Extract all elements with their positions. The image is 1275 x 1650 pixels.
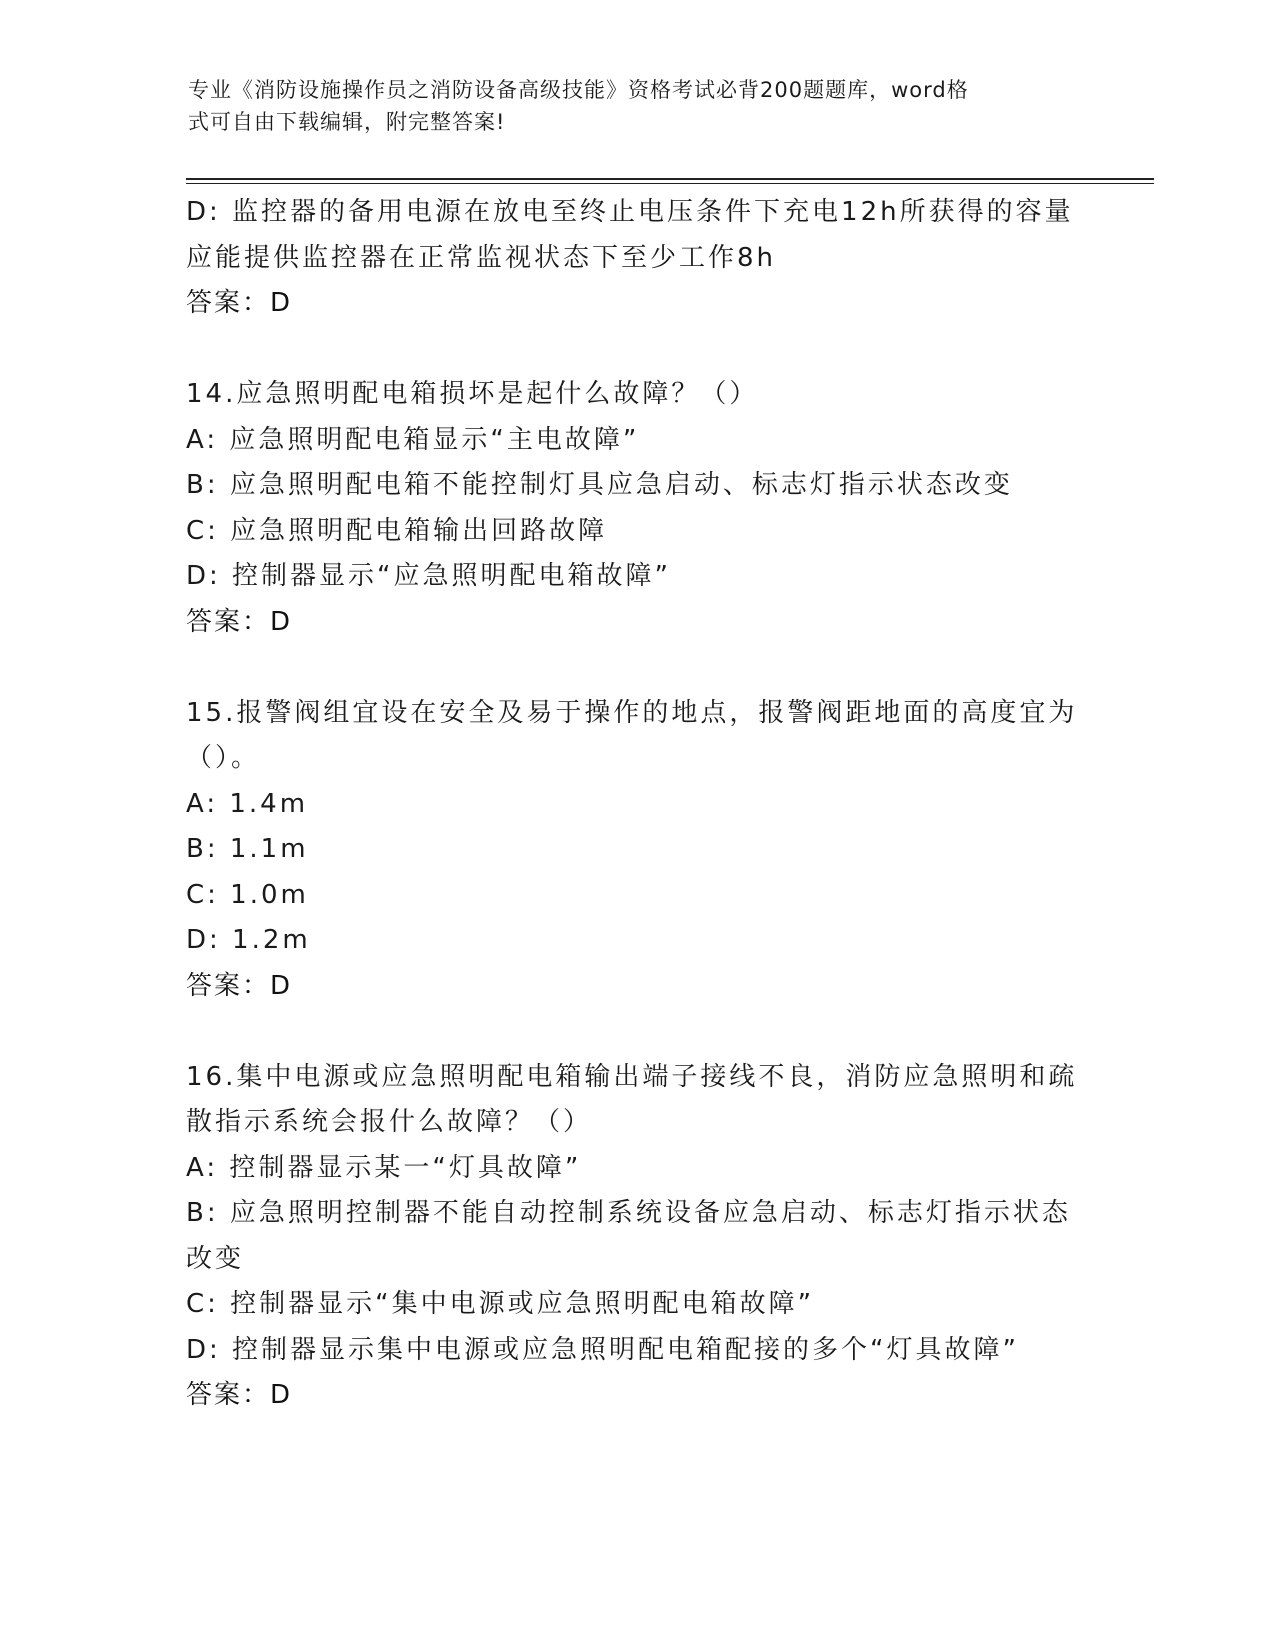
question-stem: 16.集中电源或应急照明配电箱输出端子接线不良，消防应急照明和疏 (186, 1061, 1078, 1092)
option-d: D: 控制器显示“应急照明配电箱故障” (186, 561, 671, 591)
header-line-2: 式可自由下载编辑，附完整答案! (188, 110, 506, 134)
option-d: D: 监控器的备用电源在放电至终止电压条件下充电12h所获得的容量 (186, 197, 1074, 227)
spacer (186, 327, 1086, 373)
spacer (186, 1009, 1086, 1055)
question-stem-continued: 散指示系统会报什么故障？（） (186, 1107, 593, 1137)
header-divider-thick (186, 178, 1154, 180)
option-d-continued: 应能提供监控器在正常监视状态下至少工作8h (186, 242, 777, 273)
answer: 答案：D (186, 288, 293, 318)
answer: 答案：D (186, 1380, 293, 1410)
option-a: A: 控制器显示某一“灯具故障” (186, 1152, 582, 1183)
question-16 (186, 1055, 1086, 1419)
spacer (186, 645, 1086, 691)
question-list (186, 190, 1086, 1419)
header-divider-thin (186, 183, 1154, 184)
header-line-1: 专业《消防设施操作员之消防设备高级技能》资格考试必背200题题库，word格 (188, 78, 969, 102)
option-c: C: 1.0m (186, 879, 309, 910)
option-b: B: 应急照明控制器不能自动控制系统设备应急启动、标志灯指示状态 (186, 1198, 1071, 1228)
option-c: C: 控制器显示“集中电源或应急照明配电箱故障” (186, 1289, 815, 1319)
option-a: A: 应急照明配电箱显示“主电故障” (186, 424, 640, 455)
question-stem: 14.应急照明配电箱损坏是起什么故障？（） (186, 379, 759, 409)
answer: 答案：D (186, 970, 293, 1001)
document-header (188, 74, 1068, 138)
option-a: A: 1.4m (186, 788, 309, 819)
option-d: D: 1.2m (186, 925, 311, 955)
option-c: C: 应急照明配电箱输出回路故障 (186, 515, 608, 546)
option-b: B: 应急照明配电箱不能控制灯具应急启动、标志灯指示状态改变 (186, 470, 1013, 500)
option-b: B: 1.1m (186, 834, 309, 864)
question-13-continued (186, 190, 1086, 327)
question-15 (186, 691, 1086, 1010)
question-14 (186, 372, 1086, 645)
option-b-continued: 改变 (186, 1243, 245, 1274)
question-stem-continued: （）。 (186, 743, 261, 773)
option-d: D: 控制器显示集中电源或应急照明配电箱配接的多个“灯具故障” (186, 1334, 1019, 1365)
question-stem: 15.报警阀组宜设在安全及易于操作的地点，报警阀距地面的高度宜为 (186, 697, 1078, 728)
answer: 答案：D (186, 606, 293, 637)
